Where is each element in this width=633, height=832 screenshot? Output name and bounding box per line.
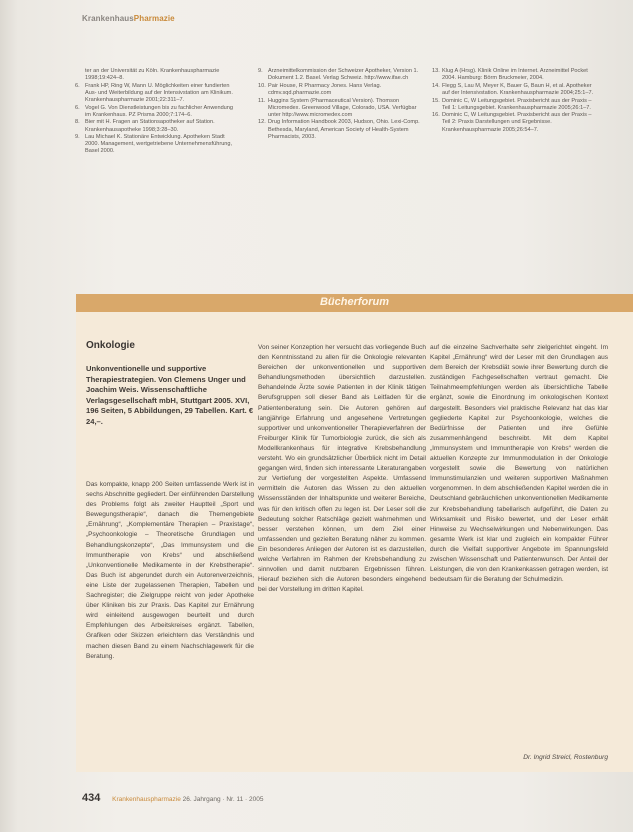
reference-text: Drug Information Handbook 2003, Hudson, Ohio. Lexi-Comp. Bethesda, Maryland, American Society of Health-System Pharmacists, 2003.	[268, 119, 420, 140]
review-column-3	[430, 343, 608, 585]
page-number: 434	[82, 792, 101, 804]
reference-number: 13.	[432, 68, 440, 74]
reference-item	[258, 98, 423, 119]
references-column-3	[432, 68, 597, 134]
reference-item	[432, 112, 597, 133]
reference-text: Klug A (Hrsg). Klinik Online im Internet. Arzneimittel Pocket 2004. Hamburg: Börm Bruckmeier, 2004.	[442, 68, 588, 82]
reference-number: 15.	[432, 97, 440, 104]
section-title: Bücherforum	[319, 296, 390, 308]
reference-item	[432, 98, 597, 112]
reference-text: ter an der Universität zu Köln. Krankenhauspharmazie 1998;19:424–8.	[85, 68, 220, 82]
reference-item	[75, 83, 235, 104]
references-column-1	[75, 68, 235, 156]
review-paragraph: Von seiner Konzeption her versucht das vorliegende Buch den Kenntnisstand zu allen für die Onkologie relevanten Bereichen der unkonventionellen und supportiven Behandlungsmethoden übersichtlich darzustellen. Behandelnde Ärzte sowie Patienten in der Klinik tätigen Berufsgruppen soll dieser Band als Leitfaden für die Patientenberatung sein. Die Autoren gehören auf langjährige Erfahrung und angesehene Vertretungen supportiver und unkonventioneller Therapieverfahren der Freiburger Klinik für Tumorbiologie zurück, die sich als Modellkrankenhaus für integrative Krebsbehandlung versteht. Wo ein grundsätzlicher Überblick nicht im Detail gegangen wird, finden sich interessante Literaturangaben zur Vertiefung der vorgestellten Aspekte. Umfassend vermitteln die Autoren das Wissen zu den aktuellen Wissensständen der Inhaltspunkte und weiterer Bereiche, was für den kritisch offen zu legen ist. Der Leser soll die Bedeutung solcher Ratschläge gezielt wahrnehmen und besser verstehen können, um dem Ziel einer umfassenden und gezielten Beratung näher zu kommen. Ein besonderes Anliegen der Autoren ist es darzustellen, welche Verfahren im Rahmen der Krebsbehandlung zu sinnvollen und damit nutzbaren Ergebnissen führen. Hierauf beziehen sich die Autoren besonders eingehend bei der Vorstellung im dritten Kapitel.	[258, 344, 426, 594]
review-column-1	[86, 480, 254, 662]
reference-item	[258, 68, 423, 82]
reviewer-signature: Dr. Ingrid Streicl, Rostenburg	[523, 754, 608, 761]
reference-item	[432, 83, 597, 97]
footer-issue: 26. Jahrgang · Nr. 11 · 2005	[182, 796, 264, 803]
reference-number: 9.	[75, 134, 80, 141]
reference-text: Vogel G. Von Dienstleistungen bis zu fachlicher Anwendung im Krankenhaus. PZ Prisma 2000;7:174–6.	[85, 104, 234, 118]
reference-item	[258, 83, 423, 97]
reference-item	[432, 68, 597, 82]
reference-number	[75, 68, 85, 82]
reference-text: Frank HP, Ring W, Mann U. Möglichkeiten einer fundierten Aus- und Weiterbildung auf der Intensivstation am Klinikum. Krankenhauspharmazie 2001;22:311–7.	[85, 82, 233, 103]
reference-number: 10.	[258, 82, 266, 89]
reference-item	[75, 119, 235, 133]
reference-text: Bier mit H. Fragen an Stationsapotheker auf Station. Krankenhausapotheke 1998;3:28–30.	[85, 119, 215, 133]
reference-item	[75, 105, 235, 119]
reference-number: 12.	[258, 119, 266, 126]
reference-text: Dominic C, W Leitungsgebiet. Praxisbericht aus der Praxis – Teil 2: Praxis Darstellungen und Ergebnisse. Krankenhauspharmazie 2005;26:54–7.	[442, 112, 592, 133]
reference-item	[258, 119, 423, 140]
footer-magazine: Krankenhauspharmazie	[112, 796, 181, 803]
reference-number: 6.	[75, 82, 80, 89]
review-paragraph: Das kompakte, knapp 200 Seiten umfassende Werk ist in sechs Abschnitte gegliedert. Der einführenden Darstellung des Problems folgt als zweiter Hauptteil „Sport und Bewegungstherapie“, danach die Themengebiete „Ernährung“, „Komplementäre Therapien – Praxistage“, „Psychoonkologie – Theoretische Grundlagen und Behandlungskonzepte“, „Das Immunsystem und die Immuntherapie von Krebs“ und abschließend „Unkonventionelle Medikamente in der Krebstherapie“. Das Buch ist abgerundet durch ein Autorenverzeichnis, eine Liste der zugelassenen Therapien, Tabellen und Sachregister; die Zielgruppe reicht von jeder Apotheke über Kliniken bis zur Praxis. Das Kapitel zur Ernährung wird einleitend ausgewogen beurteilt und durch Empfehlungen des Arbeitskreises ergänzt. Tabellen, Grafiken oder Skizzen erleichtern das Verständnis und machen diesen Band zu einem Nachschlagewerk für die Beratung.	[86, 481, 254, 660]
reference-number: 9.	[258, 68, 263, 74]
reference-number: 6.	[75, 104, 80, 111]
reference-number: 11.	[258, 97, 266, 104]
journal-header	[82, 14, 175, 23]
reference-number: 16.	[432, 112, 440, 119]
reference-item	[75, 68, 235, 82]
reference-number: 8.	[75, 119, 80, 126]
references-column-2	[258, 68, 423, 141]
header-brand-part1: Krankenhaus	[82, 14, 134, 23]
book-bibliographic-info: Unkonventionelle und supportive Therapiestrategien. Von Clemens Unger und Joachim Weis. Wissenschaftliche Verlagsgesellschaft mbH, Stuttgart 2005. XVI, 196 Seiten, 5 Abbildungen, 29 Tabellen. Kart. € 24,–.	[86, 364, 254, 426]
review-column-2	[258, 343, 426, 595]
reference-text: Flegg S, Lau M, Meyer K, Bauer G, Baun H, et al. Apotheker auf der Intensivstation. Krankenhauspharmazie 2004;25:1–7.	[442, 82, 594, 96]
reference-text: Huggins System (Pharmaceutical Version). Thomson Micromedex. Greenwood Village, Colorado, USA. Verfügbar unter http://www.micromedex.com	[268, 97, 417, 118]
reference-text: Arzneimittelkommission der Schweizer Apotheker, Version 1. Dokument 1.2. Basel. Verlag Schweiz. http://www.ifae.ch	[268, 68, 419, 82]
section-banner	[76, 294, 633, 312]
reference-number: 14.	[432, 82, 440, 89]
reference-text: Lau Michael K. Stationäre Entwicklung. Apotheken Stadt 2000. Management, wertgetriebene Unternehmensführung, Basel 2000.	[85, 134, 233, 155]
review-paragraph: auf die einzelne Sachverhalte sehr zielgerichtet eingeht. Im Kapitel „Ernährung“ wird der Leser mit den Grundlagen aus dem Bereich der Krebsdiät sowie ihrer Bewertung durch die zuständigen Fachgesellschaften vertraut gemacht. Die Teilnahmeempfehlungen werden als übersichtliche Tabelle ergänzt, sowie die Einordnung im onkologischen Kontext dargestellt. Besonders viel praktische Relevanz hat das klar gegliederte Kapitel zur Psychoonkologie, welches die Bedürfnisse der Patienten und ihre Gefühle zusammenhängend beschreibt. Mit dem Kapitel „Immunsystem und Immuntherapie von Krebs“ werden die aktuellen Konzepte zur Immunmodulation in der Onkologie vorgestellt sowie die Bewertung von natürlichen Immunstimulanzien und weiteren supportiven Maßnahmen vorgenommen. In dem abschließenden Kapitel werden die in Deutschland gebräuchlichen unkonventionellen Medikamente zur Krebsbehandlung tabellarisch aufgeführt, die Daten zu Wirksamkeit und Risiko bewertet, und der Leser erhält Hinweise zu Wechselwirkungen und Nebenwirkungen. Das gesamte Werk ist klar und zugleich ein kompakter Führer durch die Vielfalt supportiver Angebote im Spannungsfeld zwischen Wissenschaft und Patientenwunsch. Der Anteil der Leistungen, die von den Krankenkassen getragen werden, ist bedeutsam für die Beratung der Schulmedizin.	[430, 344, 608, 584]
reference-text: Dominic C, W Leitungsgebiet. Praxisbericht aus der Praxis – Teil 1: Leitungsgebiet. Krankenhauspharmazie 2005;26:1–7.	[442, 97, 592, 111]
header-brand-part2: Pharmazie	[133, 14, 175, 23]
page-footer	[82, 792, 263, 804]
reference-text: Pair House, R Pharmacy Jones. Hans Verlag. cdmv.sqd.pharmazie.com	[268, 82, 382, 96]
book-heading: Onkologie	[86, 340, 135, 351]
reference-item	[75, 134, 235, 155]
